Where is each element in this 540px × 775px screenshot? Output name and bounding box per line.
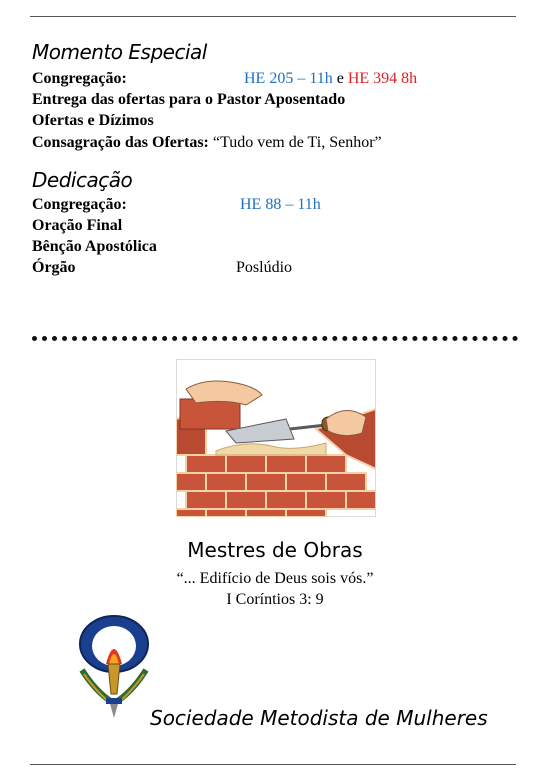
bencao-apostolica-line: Bênção Apostólica [32,238,157,255]
entrega-ofertas-line: Entrega das ofertas para o Pastor Aposentado [32,91,346,108]
hymn-394: HE 394 8h [347,70,418,87]
section-title-momento-especial: Momento Especial [32,40,207,64]
bricklaying-illustration [176,359,376,517]
hymn-205: HE 205 – 11h [244,70,333,87]
mestres-de-obras-heading: Mestres de Obras [187,538,363,562]
dotted-divider [32,336,518,341]
posludio-value: Poslúdio [236,259,293,276]
consagracao-line [32,134,382,152]
section-title-dedicacao: Dedicação [32,168,133,192]
hymn-88: HE 88 – 11h [240,196,321,213]
sociedade-emblem-logo [76,614,152,722]
hymn-line [244,70,417,88]
orgao-label: Órgão [32,259,76,276]
oracao-final-line: Oração Final [32,217,123,234]
organization-name: Sociedade Metodista de Mulheres [150,706,488,730]
top-rule [30,16,516,17]
consagracao-value: “Tudo vem de Ti, Senhor” [212,134,382,151]
congregacao-label: Congregação: [32,70,127,87]
dedicacao-congregacao-label: Congregação: [32,196,127,213]
bottom-rule [30,764,516,765]
ofertas-dizimos-line: Ofertas e Dízimos [32,112,154,129]
consagracao-label: Consagração das Ofertas: [32,134,209,151]
bible-quote: “... Edifício de Deus sois vós.” [176,570,374,587]
bible-reference: I Coríntios 3: 9 [226,591,324,608]
hymn-joiner: e [336,70,344,87]
